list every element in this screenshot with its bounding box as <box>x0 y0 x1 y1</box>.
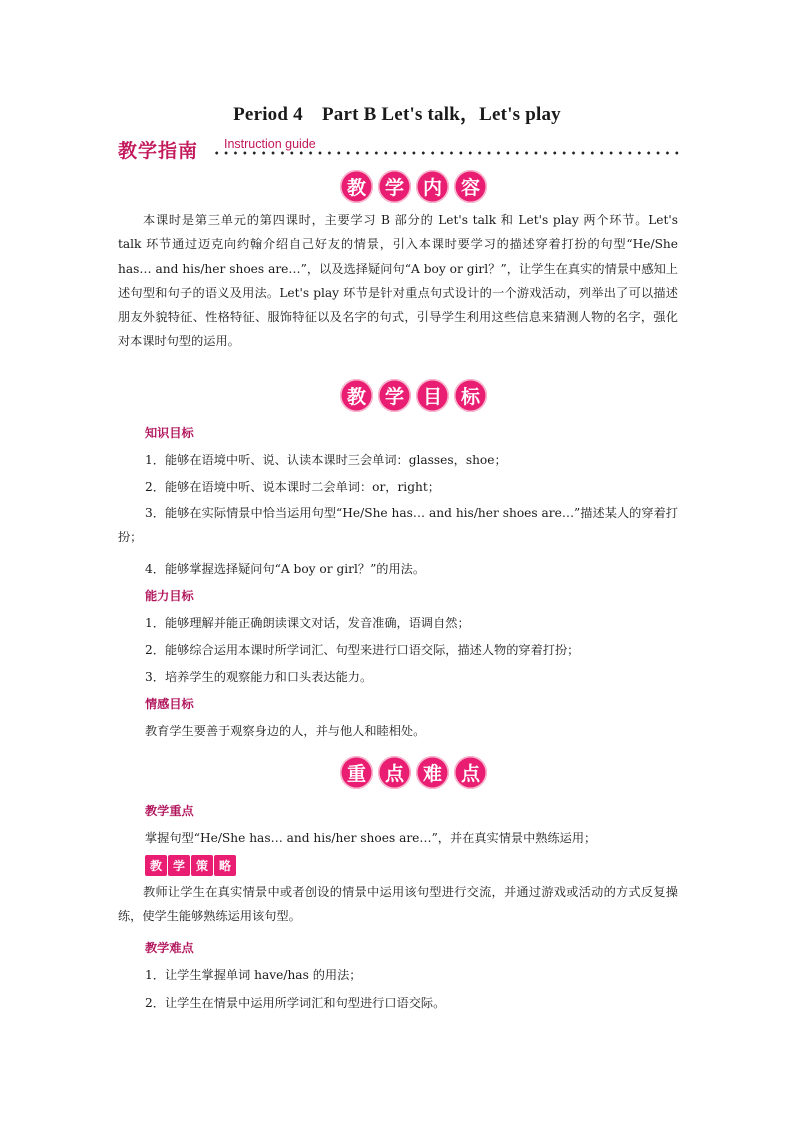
key-point-text: 掌握句型“He/She has… and his/her shoes are…”，并在真实情景中熟练运用； <box>145 831 597 845</box>
strategy-char: 教 <box>145 855 167 876</box>
badge-char: 点 <box>378 756 411 789</box>
badge-char: 教 <box>340 379 373 412</box>
badge-char: 重 <box>340 756 373 789</box>
knowledge-item: 1．能够在语境中听、说、认读本课时三会单词：glasses，shoe； <box>145 453 507 467</box>
knowledge-item: 4．能够掌握选择疑问句“A boy or girl？”的用法。 <box>145 562 426 576</box>
badge-char: 标 <box>454 379 487 412</box>
ability-item: 2．能够综合运用本课时所学词汇、句型来进行口语交际，描述人物的穿着打扮； <box>145 643 580 657</box>
instruction-guide-header <box>118 133 682 165</box>
difficult-point-item: 2．让学生在情景中运用所学词汇和句型进行口语交际。 <box>145 996 446 1010</box>
knowledge-item: 2．能够在语境中听、说本课时二会单词：or，right； <box>145 480 440 494</box>
badge-char: 目 <box>416 379 449 412</box>
ability-item: 1．能够理解并能正确朗读课文对话，发音准确，语调自然； <box>145 616 470 630</box>
guide-title-en: Instruction guide <box>224 137 316 151</box>
strategy-text: 教师让学生在真实情景中或者创设的情景中运用该句型进行交流，并通过游戏或活动的方式反复操练，使学生能够熟练运用该句型。 <box>118 885 678 924</box>
strategy-char: 学 <box>168 855 190 876</box>
strategy-char: 策 <box>191 855 213 876</box>
content-paragraph: 本课时是第三单元的第四课时，主要学习 B 部分的 Let's talk 和 Let's play 两个环节。Let's talk 环节通过迈克向约翰介绍自己好友的情景，引入本课时要学习的描述穿着打扮的句型“He/She has… and his/her shoes are…”，以及选择疑问句“A boy or girl？”，让学生在真实的情景中感知上述句型和句子的语义及用法。Let's play 环节是针对重点句式设计的一个游戏活动，列举出了可以描述朋友外貌特征、性格特征、服饰特征以及名字的句式，引导学生利用这些信息来猜测人物的名字，强化对本课时句型的运用。 <box>118 213 678 349</box>
difficult-point-heading: 教学难点 <box>145 941 194 955</box>
section-badge-keypoints <box>340 756 487 789</box>
knowledge-heading: 知识目标 <box>145 426 194 440</box>
badge-char: 难 <box>416 756 449 789</box>
teaching-strategy-label <box>145 855 236 876</box>
difficult-point-item: 1．让学生掌握单词 have/has 的用法； <box>145 968 362 982</box>
ability-heading: 能力目标 <box>145 589 194 603</box>
strategy-char: 略 <box>214 855 236 876</box>
ability-item: 3．培养学生的观察能力和口头表达能力。 <box>145 670 373 684</box>
key-point-heading: 教学重点 <box>145 804 194 818</box>
badge-char: 学 <box>378 170 411 203</box>
emotion-heading: 情感目标 <box>145 697 194 711</box>
badge-char: 教 <box>340 170 373 203</box>
emotion-text: 教育学生要善于观察身边的人，并与他人和睦相处。 <box>145 724 426 738</box>
page-title: Period 4 Part B Let's talk，Let's play <box>233 104 561 125</box>
knowledge-item: 3．能够在实际情景中恰当运用句型“He/She has… and his/her shoes are…”描述某人的穿着打扮； <box>118 506 678 545</box>
guide-title-cn: 教学指南 <box>118 140 199 162</box>
badge-char: 内 <box>416 170 449 203</box>
section-badge-goals <box>340 379 487 412</box>
badge-char: 学 <box>378 379 411 412</box>
badge-char: 点 <box>454 756 487 789</box>
badge-char: 容 <box>454 170 487 203</box>
section-badge-content <box>340 170 487 203</box>
dotted-divider <box>212 151 682 155</box>
